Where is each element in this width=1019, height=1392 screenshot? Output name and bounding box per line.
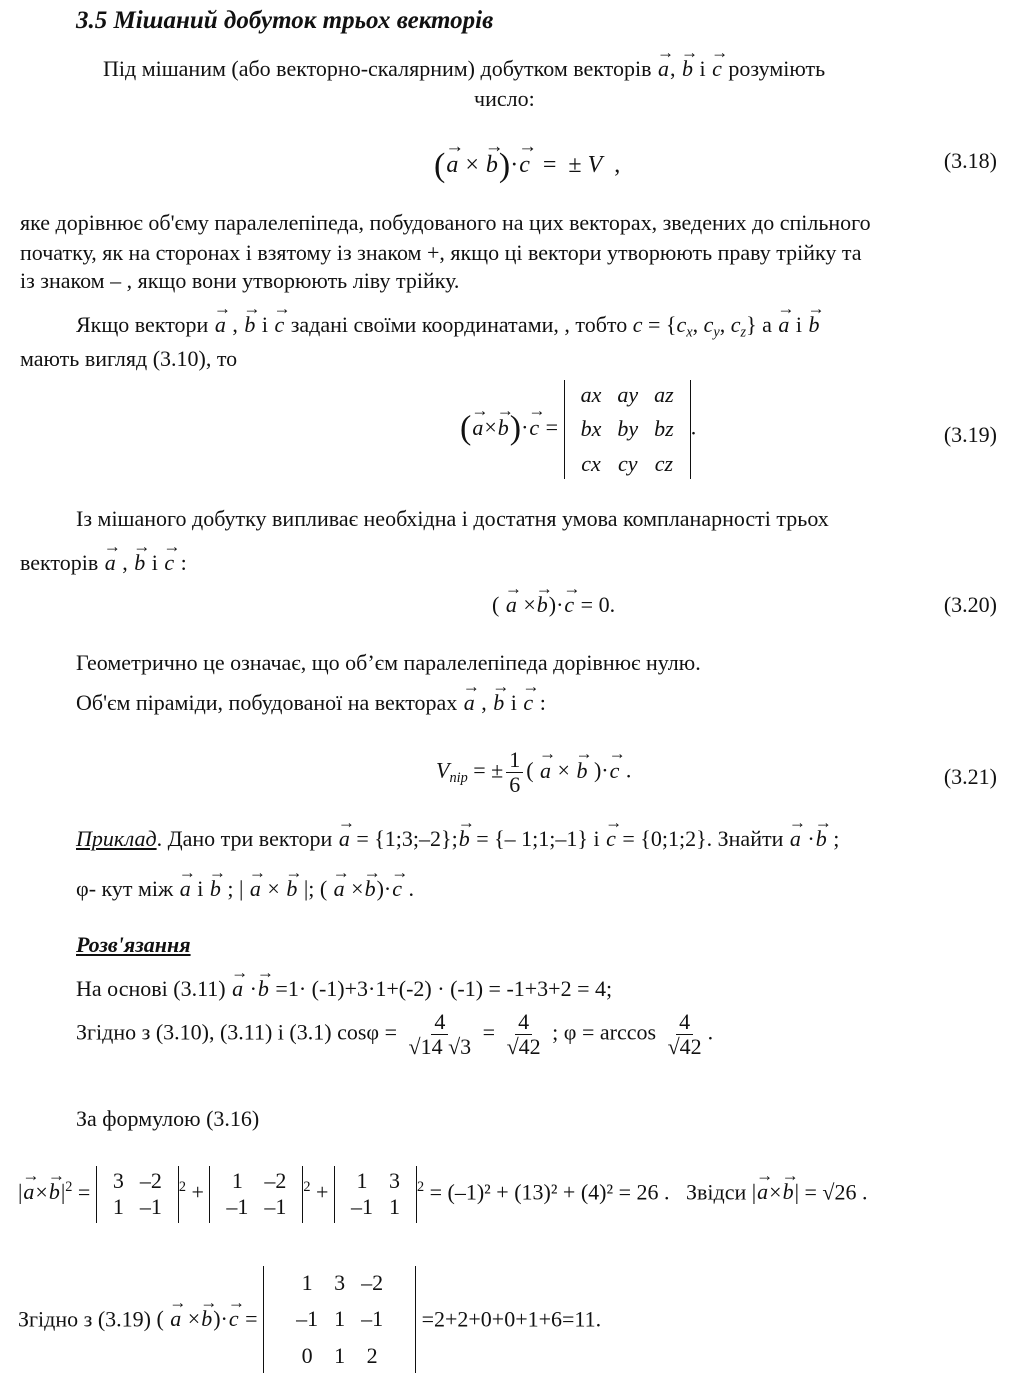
equation-number-3-19: (3.19)	[943, 422, 997, 447]
equation-number-3-20: (3.20)	[943, 592, 997, 617]
volume-text-2: початку, як на сторонах і взятому із знаком +, якщо ці вектори утворюють праву трійку та	[20, 240, 862, 265]
matrix-cell: 2	[366, 1342, 378, 1368]
matrix-cell: –2	[361, 1270, 384, 1295]
intro-line-2: число:	[474, 86, 535, 111]
intro-line-1: Під мішаним (або векторно-скалярним) добутком векторів → a, → b і → c розуміють	[103, 56, 825, 82]
matrix-cell: cy	[617, 450, 638, 476]
matrix-cell: 3	[334, 1270, 346, 1295]
volume-text-3: із знаком – , якщо вони утворюють ліву трійку.	[20, 268, 460, 293]
final-determinant: Згідно з (3.19) ( → a ×→ b)·→ c = 1 3 –2 –1 1 –1 0 1 2 =2+2+0+0+1+6=11.	[18, 1266, 601, 1373]
coplanar-line-1: Із мішаного добутку випливає необхідна і достатня умова компланарності трьох	[76, 506, 829, 531]
volume-text-1: яке дорівнює об'єму паралелепіпеда, побудованого на цих векторах, зведених до спільного	[20, 210, 871, 235]
matrix-cell: 1	[334, 1342, 346, 1368]
coords-line-1: Якщо вектори → a , → b і → c задані своїми координатами, , тобто $c = \{c_x$, $c_y$, $c_z$} а → a і → b	[76, 312, 821, 341]
equation-3-18: (→ a × → b)·→ c = ± V ,	[434, 146, 620, 187]
equation-3-19: (→ a×→ b)·→ c = ax ay az bx by bz cx cy cz .	[460, 380, 696, 479]
solution-line-2: Згідно з (3.10), (3.11) і (3.1) cosφ = $\frac{4}{√14 √3}$ = $\frac{4}{√42}$ ; φ = arccos $\frac{4}{√42}$ .	[76, 1009, 714, 1060]
solution-line-3: За формулою (3.16)	[76, 1106, 260, 1131]
section-title: 3.5 Мішаний добуток трьох векторів	[76, 7, 494, 34]
example-line-1: Приклад. Дано три вектори → a = {1;3;–2};→ b = {– 1;1;–1} і → c = {0;1;2}. Знайти → a ·→ b ;	[76, 826, 839, 852]
matrix-cell: 1	[334, 1306, 346, 1332]
matrix-cell: 0	[301, 1342, 313, 1368]
intro-text: Під мішаним (або векторно-скалярним) добутком векторів	[103, 56, 652, 81]
matrix-cell: –1	[361, 1306, 384, 1332]
equation-3-20: ( → a ×→ b)·→ c = 0.	[492, 592, 615, 618]
geometric-meaning: Геометрично це означає, що об’єм паралелепіпеда дорівнює нулю.	[76, 650, 701, 675]
matrix-cell: bz	[654, 416, 674, 442]
matrix-cell: ay	[617, 382, 639, 407]
matrix-cell: 1	[301, 1270, 313, 1295]
matrix-cell: cz	[654, 450, 674, 476]
equation-number-3-21: (3.21)	[943, 764, 997, 789]
matrix-cell: cx	[581, 450, 601, 476]
matrix-cell: –1	[296, 1306, 319, 1332]
matrix-cell: bx	[580, 416, 602, 442]
solution-line-1: На основі (3.11) → a ·→ b =1· (-1)+3·1+(-2) · (-1) = -1+3+2 = 4;	[76, 976, 612, 1002]
matrix-cell: ax	[580, 382, 602, 407]
pyramid-line: Об'єм піраміди, побудованої на векторах → a , → b і → c :	[76, 690, 546, 716]
equation-number-3-18: (3.18)	[943, 148, 997, 173]
equation-3-21: $V_{пір}$ = ± $\frac{1}{6}$ ( → a × → b )·→ c .	[436, 748, 631, 797]
coords-line-2: мають вигляд (3.10), то	[20, 346, 238, 371]
matrix-cell: az	[654, 382, 674, 407]
determinant-3-19	[564, 380, 691, 479]
example-line-2: φ- кут між → a і → b ; | → a × → b |; ( → a ×→ b)·→ c .	[76, 876, 414, 902]
final-determinant-matrix	[263, 1266, 416, 1373]
norm-equation: |→ $a\times\to b|^2$ = 3 –2 1 –1 $^2$ + 1 –2 –1 –1 $^2$ + 1 3 –1 1 $^2$ = (–1)² + (13)² + (4)² = 26 . Звідси |→ a×→ b| = √26 .	[18, 1166, 867, 1223]
coplanar-line-2: векторів → a , → b і → c :	[20, 550, 187, 576]
solution-title: Розв'язання	[76, 932, 191, 957]
matrix-cell: by	[617, 416, 639, 442]
